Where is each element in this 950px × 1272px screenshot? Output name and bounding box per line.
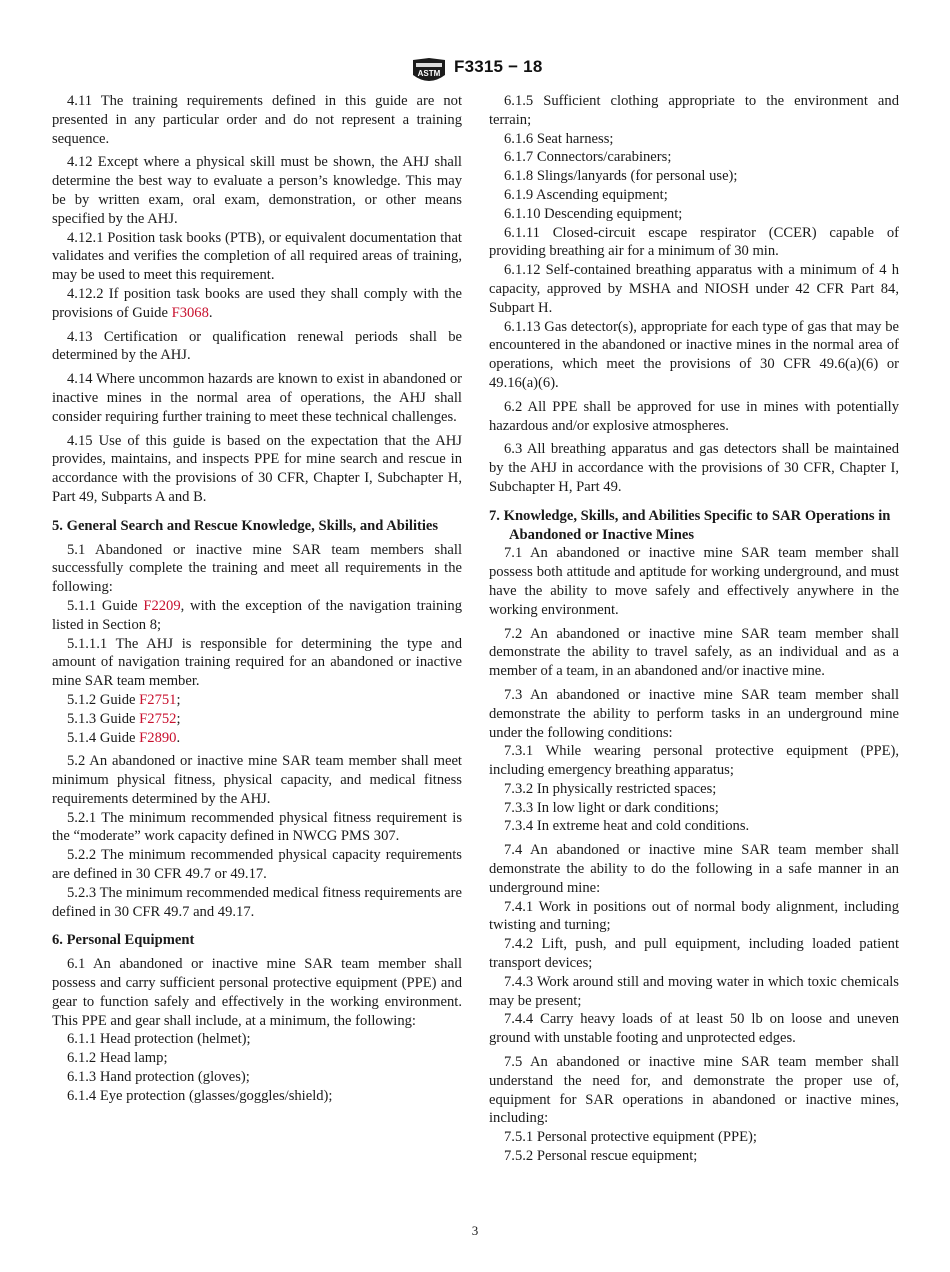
para-6-1-7: 6.1.7 Connectors/carabiners; (504, 149, 672, 166)
para-4-12-2: 4.12.2 If position task books are used they shall comply with the provisions of Guide F3068. (52, 285, 462, 321)
page-number: 3 (471, 1223, 479, 1238)
para-6-3: 6.3 All breathing apparatus and gas detectors shall be maintained by the AHJ in accordance with the provisions of 30 CFR, Chapter I, Subchapter H, Part 49. (489, 441, 899, 495)
para-5-1-2: 5.1.2 Guide F2751; (67, 691, 181, 708)
svg-text:ASTM: ASTM (417, 69, 441, 78)
para-7-3: 7.3 An abandoned or inactive mine SAR team member shall demonstrate the ability to perform tasks in an underground mine under the following conditions: (489, 686, 899, 741)
f2751-link[interactable]: F2751 (139, 691, 177, 708)
para-6-1-12: 6.1.12 Self-contained breathing apparatus with a minimum of 4 h capacity, approved by MSHA and NIOSH under 42 CFR Part 84, Subpart H. (489, 262, 899, 316)
f2890-link[interactable]: F2890 (139, 729, 177, 746)
astm-logo-icon (409, 56, 449, 86)
para-7-5-2: 7.5.2 Personal rescue equipment; (504, 1148, 698, 1165)
para-5-1: 5.1 Abandoned or inactive mine SAR team members shall successfully complete the training and meet all requirements in the following: (52, 541, 462, 596)
section-5-heading: 5. General Search and Rescue Knowledge, Skills, and Abilities (52, 517, 439, 534)
para-4-15: 4.15 Use of this guide is based on the expectation that the AHJ provides, maintains, and inspects PPE for mine search and rescue in accordance with the provisions of 30 CFR, Chapter I, Subchapter H, Part 49, Subparts A and B. (52, 432, 462, 505)
para-4-11: 4.11 The training requirements defined in this guide are not presented in any particular order and do not represent a training sequence. (52, 93, 462, 147)
para-7-3-2: 7.3.2 In physically restricted spaces; (504, 780, 717, 797)
para-5-2-2: 5.2.2 The minimum recommended physical capacity requirements are defined in 30 CFR 49.7 or 49.17. (52, 847, 462, 883)
section-7-heading: 7. Knowledge, Skills, and Abilities Specific to SAR Operations in Abandoned or Inactive Mines (489, 507, 891, 543)
document-number: F3315 − 18 (454, 57, 543, 76)
para-7-5-1: 7.5.1 Personal protective equipment (PPE); (504, 1129, 757, 1146)
f3068-link[interactable]: F3068 (171, 304, 209, 321)
para-7-5: 7.5 An abandoned or inactive mine SAR team member shall understand the need for, and demonstrate the proper use of, equipment for SAR operations in abandoned or inactive mines, including: (489, 1054, 899, 1127)
para-4-12: 4.12 Except where a physical skill must be shown, the AHJ shall determine the best way to evaluate a person’s knowledge. This may be by written exam, oral exam, demonstration, or other means specified by the AHJ. (52, 154, 462, 227)
para-5-2-3: 5.2.3 The minimum recommended medical fitness requirements are defined in 30 CFR 49.7 and 49.17. (52, 884, 462, 920)
para-7-3-4: 7.3.4 In extreme heat and cold conditions. (504, 818, 750, 835)
para-5-1-1-1: 5.1.1.1 The AHJ is responsible for determining the type and amount of navigation training required for an abandoned or inactive mine SAR team member. (52, 635, 462, 690)
para-7-1: 7.1 An abandoned or inactive mine SAR team member shall possess both attitude and aptitude for working underground, and must have the ability to move safely and effectively anywhere in the working environment. (489, 545, 899, 618)
para-7-4-4: 7.4.4 Carry heavy loads of at least 50 lb on loose and uneven ground with unstable footing and unprotected edges. (489, 1011, 899, 1047)
page-header (0, 56, 950, 86)
para-6-1-5: 6.1.5 Sufficient clothing appropriate to the environment and terrain; (489, 93, 899, 128)
para-6-1-9: 6.1.9 Ascending equipment; (504, 186, 668, 203)
para-7-4-3: 7.4.3 Work around still and moving water in which toxic chemicals may be present; (489, 973, 899, 1009)
para-6-1-13: 6.1.13 Gas detector(s), appropriate for each type of gas that may be encountered in the abandoned or inactive mines in the normal area of operations, which meet the provisions of 30 CFR 49.6(a)(6) or 49.16(a)(6). (489, 318, 899, 391)
para-4-12-1: 4.12.1 Position task books (PTB), or equivalent documentation that validates and verifies the completion of all required areas of training, may be used to meet this requirement. (52, 229, 462, 284)
left-column (52, 92, 462, 1106)
para-6-1-10: 6.1.10 Descending equipment; (504, 205, 683, 222)
para-7-3-3: 7.3.3 In low light or dark conditions; (504, 799, 719, 816)
para-5-2: 5.2 An abandoned or inactive mine SAR team member shall meet minimum physical fitness, physical capacity, and medical fitness requirements determined by the AHJ. (52, 753, 462, 807)
para-6-1-6: 6.1.6 Seat harness; (504, 130, 614, 147)
para-5-2-1: 5.2.1 The minimum recommended physical fitness requirement is the “moderate” work capacity defined in NWCG PMS 307. (52, 809, 462, 845)
para-6-1-11: 6.1.11 Closed-circuit escape respirator (CCER) capable of providing breathing air for a minimum of 30 min. (489, 224, 899, 260)
para-5-1-4: 5.1.4 Guide F2890. (67, 729, 181, 746)
para-7-4-1: 7.4.1 Work in positions out of normal body alignment, including twisting and turning; (489, 898, 899, 934)
para-4-13: 4.13 Certification or qualification renewal periods shall be determined by the AHJ. (52, 328, 462, 364)
para-7-3-1: 7.3.1 While wearing personal protective equipment (PPE), including emergency breathing apparatus; (489, 743, 899, 779)
para-6-1: 6.1 An abandoned or inactive mine SAR team member shall possess and carry sufficient personal protective equipment (PPE) and gear to function safely and effectively in the working environment. This PPE and gear shall include, at a minimum, the following: (52, 956, 462, 1029)
section-6-heading: 6. Personal Equipment (52, 932, 195, 949)
para-7-4: 7.4 An abandoned or inactive mine SAR team member shall demonstrate the ability to do the following in a safe manner in an underground mine: (489, 842, 899, 896)
f2752-link[interactable]: F2752 (139, 710, 177, 727)
para-4-14: 4.14 Where uncommon hazards are known to exist in abandoned or inactive mines in the normal area of operations, the AHJ shall consider requiring further training to meet these technical challenges. (52, 371, 462, 425)
para-6-2: 6.2 All PPE shall be approved for use in mines with potentially hazardous and/or explosive atmospheres. (489, 398, 899, 434)
para-7-2: 7.2 An abandoned or inactive mine SAR team member shall demonstrate the ability to travel safely, as an individual and as a member of a team, in an abandoned and/or inactive mine. (489, 625, 899, 680)
f2209-link[interactable]: F2209 (143, 597, 181, 614)
para-5-1-3: 5.1.3 Guide F2752; (67, 710, 181, 727)
para-6-1-3: 6.1.3 Hand protection (gloves); (67, 1069, 250, 1086)
para-6-1-8: 6.1.8 Slings/lanyards (for personal use); (504, 168, 738, 185)
right-column (489, 92, 899, 1166)
para-5-1-1: 5.1.1 Guide F2209, with the exception of the navigation training listed in Section 8; (52, 597, 462, 633)
para-6-1-1: 6.1.1 Head protection (helmet); (67, 1031, 251, 1048)
para-6-1-2: 6.1.2 Head lamp; (67, 1050, 168, 1067)
para-6-1-4: 6.1.4 Eye protection (glasses/goggles/shield); (67, 1087, 333, 1104)
para-7-4-2: 7.4.2 Lift, push, and pull equipment, including loaded patient transport devices; (489, 936, 899, 972)
